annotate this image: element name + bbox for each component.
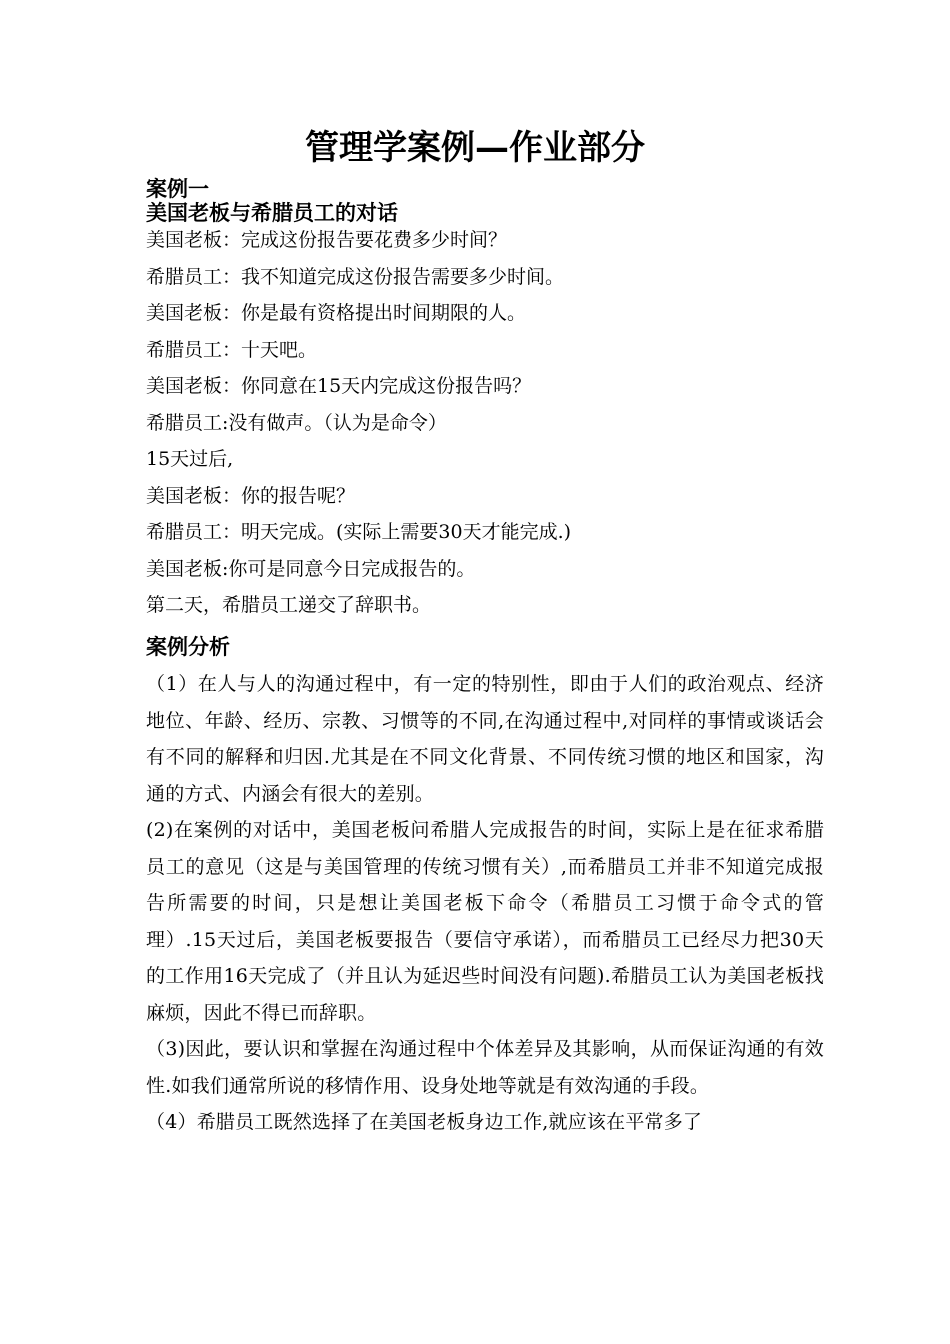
dialogue-line: 美国老板：你的报告呢？ <box>146 484 356 507</box>
analysis-paragraph: (2)在案例的对话中，美国老板问希腊人完成报告的时间，实际上是在征求希腊员工的意见（这是与美国管理的传统习惯有关）,而希腊员工并非不知道完成报告所需要的时间，只是想让美国老板下命令（希腊员工习惯于命令式的管理）.15天过后，美国老板要报告（要信守承诺），而希腊员工已经尽力把30天的工作用16天完成了（并且认为延迟些时间没有问题).希腊员工认为美国老板找麻烦，因此不得已而辞职。 <box>146 819 824 1024</box>
dialogue-line: 希腊员工:没有做声。（认为是命令） <box>146 411 447 434</box>
analysis-paragraph: （1）在人与人的沟通过程中，有一定的特别性，即由于人们的政治观点、经济地位、年龄、经历、宗教、习惯等的不同,在沟通过程中,对同样的事情或谈话会有不同的解释和归因.尤其是在不同文化背景、不同传统习惯的地区和国家，沟通的方式、内涵会有很大的差别。 <box>146 673 824 805</box>
dialogue-line: 美国老板：你是最有资格提出时间期限的人。 <box>146 302 527 324</box>
dialogue-line: 美国老板:你可是同意今日完成报告的。 <box>146 557 476 580</box>
analysis-heading: 案例分析 <box>146 635 230 659</box>
dialogue-line: 美国老板：完成这份报告要花费多少时间？ <box>146 229 508 251</box>
document-title: 管理学案例—作业部分 <box>305 128 645 168</box>
dialogue-line: 希腊员工：我不知道完成这份报告需要多少时间。 <box>146 265 565 288</box>
dialogue-line: 美国老板：你同意在15天内完成这份报告吗？ <box>146 375 532 397</box>
analysis-section <box>146 666 824 1141</box>
analysis-paragraph: （4）希腊员工既然选择了在美国老板身边工作,就应该在平常多了 <box>146 1111 703 1133</box>
dialogue-line: 第二天，希腊员工递交了辞职书。 <box>146 594 432 616</box>
dialogue-line: 希腊员工：十天吧。 <box>146 338 318 361</box>
analysis-paragraph: （3)因此，要认识和掌握在沟通过程中个体差异及其影响，从而保证沟通的有效性.如我们通常所说的移情作用、设身处地等就是有效沟通的手段。 <box>146 1038 824 1097</box>
dialogue-list <box>146 222 836 624</box>
dialogue-line: 15天过后, <box>146 448 234 470</box>
case-label: 案例一 <box>146 177 209 201</box>
case-subtitle: 美国老板与希腊员工的对话 <box>146 201 398 225</box>
dialogue-line: 希腊员工：明天完成。(实际上需要30天才能完成.) <box>146 521 572 543</box>
